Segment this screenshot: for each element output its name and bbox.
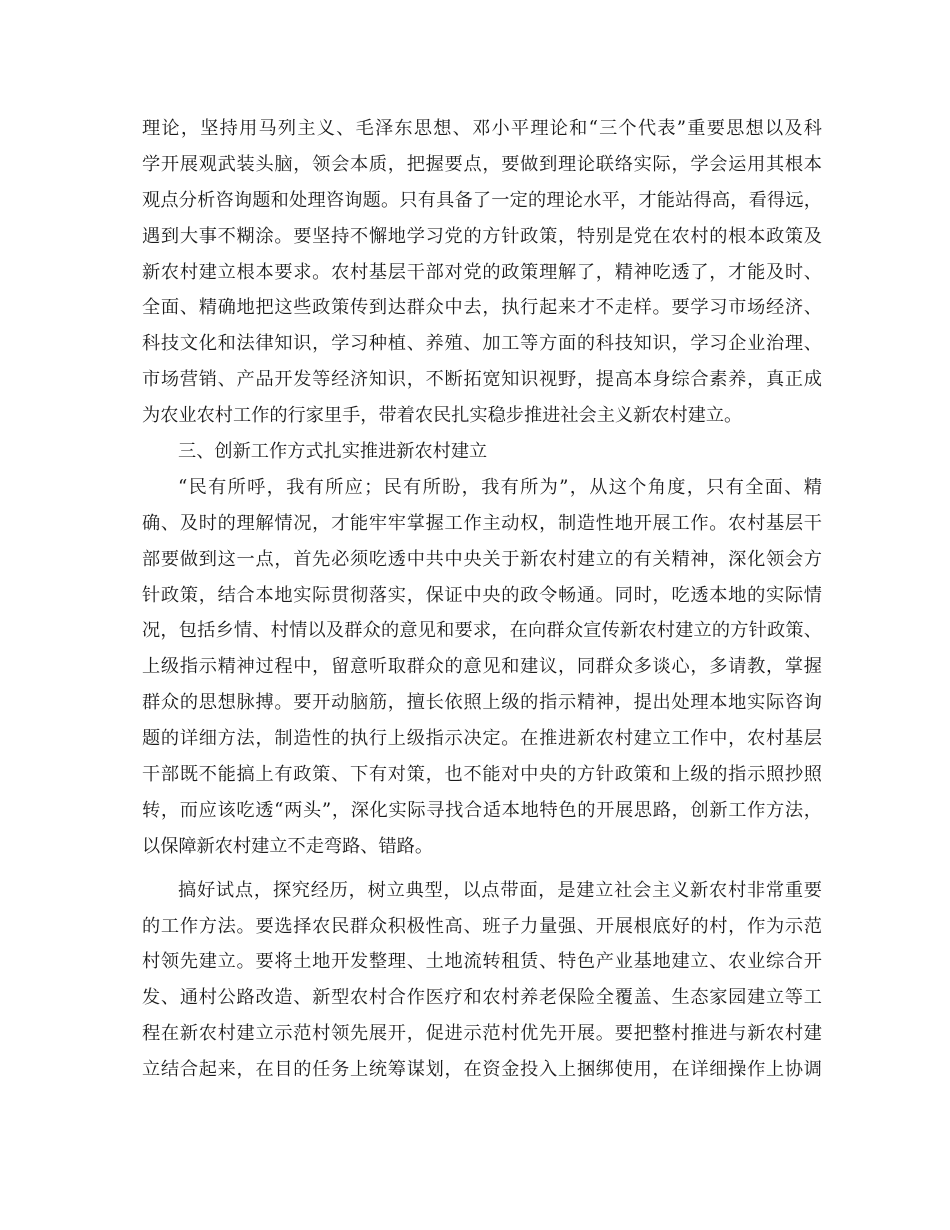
text-line: 题的详细方法，制造性的执行上级指示决定。在推进新农村建立工作中，农村基层 (142, 728, 822, 750)
text-line: 况，包括乡情、村情以及群众的意见和要求，在向群众宣传新农村建立的方针政策、 (142, 620, 822, 642)
text-line: 新农村建立根本要求。农村基层干部对党的政策理解了，精神吃透了，才能及时、 (142, 261, 822, 283)
text-line: “民有所呼，我有所应；民有所盼，我有所为”，从这个角度，只有全面、精 (178, 476, 822, 498)
text-line: 部要做到这一点，首先必须吃透中共中央关于新农村建立的有关精神，深化领会方 (142, 548, 822, 570)
text-line: 转，而应该吃透“两头”，深化实际寻找合适本地特色的开展思路，创新工作方法， (142, 799, 822, 821)
text-line: 立结合起来，在目的任务上统筹谋划，在资金投入上捆绑使用，在详细操作上协调 (142, 1059, 822, 1081)
section-heading (142, 434, 822, 470)
text-line: 上级指示精神过程中，留意听取群众的意见和建议，同群众多谈心，多请教，掌握 (142, 656, 822, 678)
paragraph (142, 470, 822, 865)
text-line: 市场营销、产品开发等经济知识，不断拓宽知识视野，提高本身综合素养，真正成 (142, 369, 822, 391)
text-line: 干部既不能搞上有政策、下有对策，也不能对中央的方针政策和上级的指示照抄照 (142, 764, 822, 786)
text-line: 科技文化和法律知识，学习种植、养殖、加工等方面的科技知识，学习企业治理、 (142, 333, 822, 355)
text-line: 遇到大事不糊涂。要坚持不懈地学习党的方针政策，特别是党在农村的根本政策及 (142, 225, 822, 247)
paragraph (142, 873, 822, 1088)
text-line: 的工作方法。要选择农民群众积极性高、班子力量强、开展根底好的村，作为示范 (142, 915, 822, 937)
paragraph (142, 111, 822, 434)
paragraph-gap (142, 865, 822, 873)
document-body (142, 111, 822, 1088)
text-line: 以保障新农村建立不走弯路、错路。 (142, 835, 434, 857)
text-line: 确、及时的理解情况，才能牢牢掌握工作主动权，制造性地开展工作。农村基层干 (142, 512, 822, 534)
text-line: 全面、精确地把这些政策传到达群众中去，执行起来才不走样。要学习市场经济、 (142, 297, 822, 319)
text-line: 发、通村公路改造、新型农村合作医疗和农村养老保险全覆盖、生态家园建立等工 (142, 987, 822, 1009)
text-line: 为农业农村工作的行家里手，带着农民扎实稳步推进社会主义新农村建立。 (142, 405, 743, 427)
text-line: 搞好试点，探究经历，树立典型，以点带面，是建立社会主义新农村非常重要 (178, 879, 822, 901)
text-line: 群众的思想脉搏。要开动脑筋，擅长依照上级的指示精神，提出处理本地实际咨询 (142, 692, 822, 714)
text-line: 程在新农村建立示范村领先展开，促进示范村优先开展。要把整村推进与新农村建 (142, 1023, 822, 1045)
text-line: 三、创新工作方式扎实推进新农村建立 (178, 441, 488, 463)
text-line: 针政策，结合本地实际贯彻落实，保证中央的政令畅通。同时，吃透本地的实际情 (142, 584, 822, 606)
text-line: 学开展观武装头脑，领会本质，把握要点，要做到理论联络实际，学会运用其根本 (142, 153, 822, 175)
text-line: 村领先建立。要将土地开发整理、土地流转租赁、特色产业基地建立、农业综合开 (142, 951, 822, 973)
text-line: 理论，坚持用马列主义、毛泽东思想、邓小平理论和“三个代表”重要思想以及科 (142, 118, 822, 139)
text-line: 观点分析咨询题和处理咨询题。只有具备了一定的理论水平，才能站得高，看得远， (142, 189, 822, 211)
